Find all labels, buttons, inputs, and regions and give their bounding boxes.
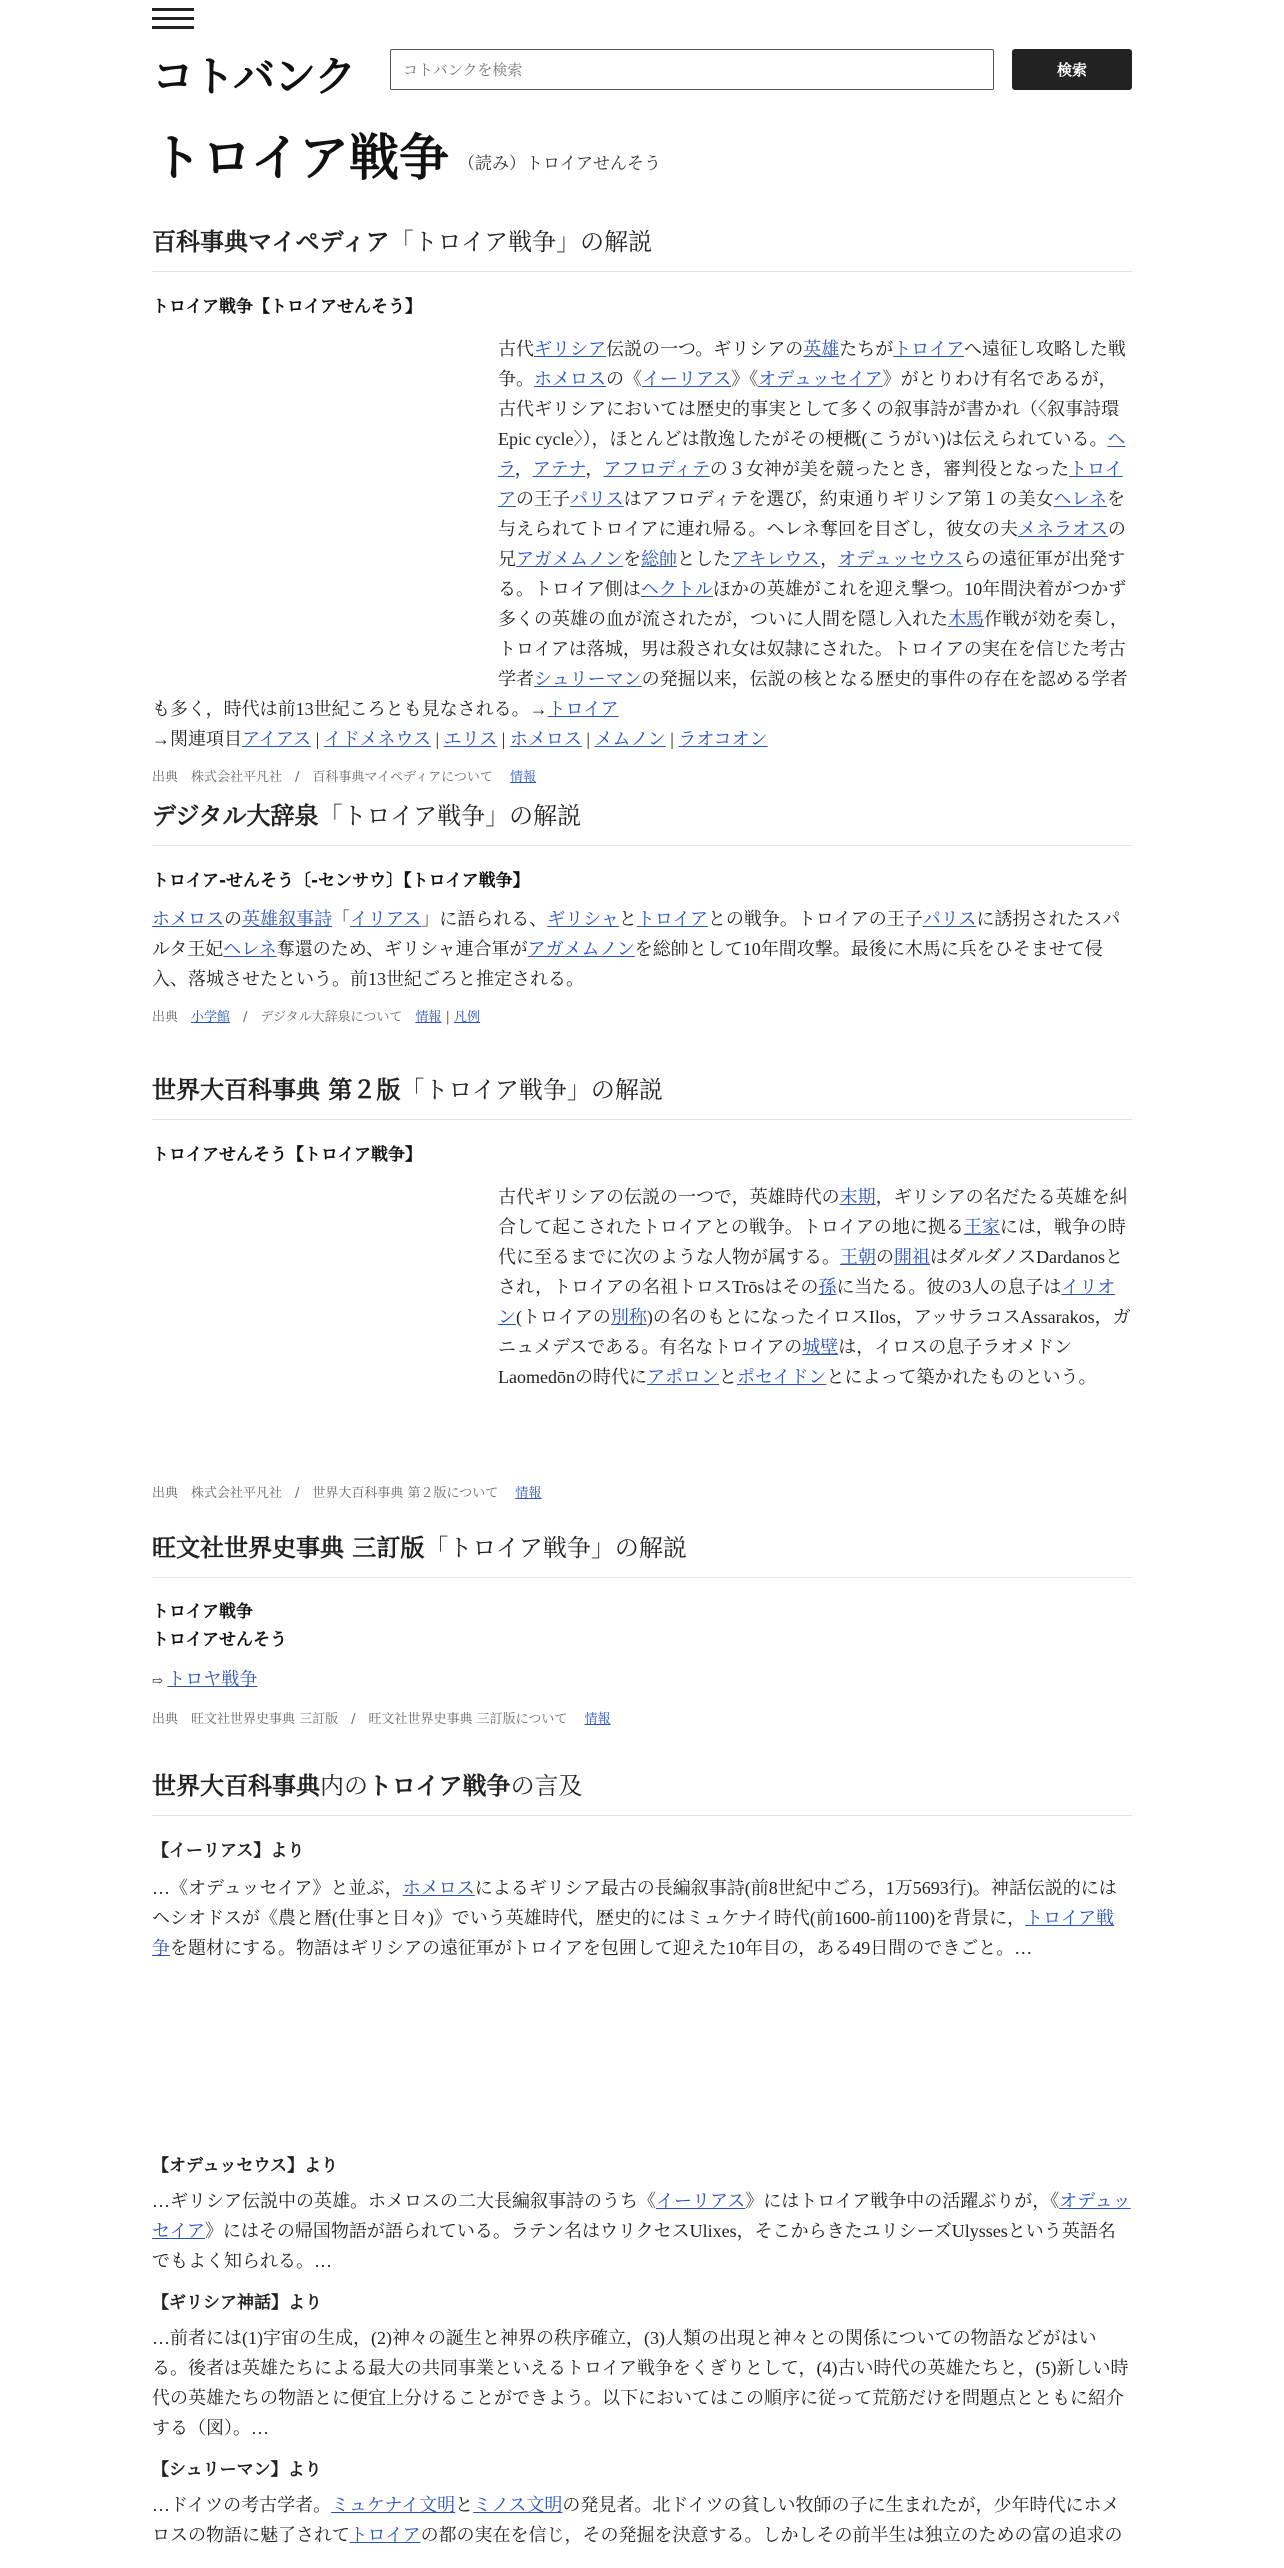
link[interactable]: ヘクトル <box>640 579 713 599</box>
ad-space <box>152 1182 498 1442</box>
entry-term: トロイア戦争【トロイアせんそう】 <box>152 297 422 317</box>
related-link[interactable]: エリス <box>443 729 498 749</box>
link[interactable]: 英雄 <box>803 339 840 359</box>
source-text: / デジタル大辞泉について <box>230 1010 416 1025</box>
ad-space <box>152 334 498 684</box>
link[interactable]: 末期 <box>839 1187 876 1207</box>
entry-term-reading: トロイアせんそう <box>152 1630 287 1650</box>
see-link[interactable]: トロヤ戦争 <box>167 1669 258 1689</box>
link[interactable]: ギリシア <box>534 339 606 359</box>
section-heading <box>152 222 1132 272</box>
source-info-link[interactable]: 情報 <box>515 1486 542 1501</box>
link[interactable]: トロイア <box>893 339 964 359</box>
source-line <box>152 1482 1132 1501</box>
link[interactable]: 城壁 <box>802 1337 839 1357</box>
source-info-link[interactable]: 情報 <box>415 1010 442 1025</box>
link[interactable]: アテナ <box>532 459 586 479</box>
source-line <box>152 766 1132 785</box>
mentions-mid: 内の <box>320 1772 368 1800</box>
search-button[interactable]: 検索 <box>1012 49 1132 90</box>
mentions-term: トロイア戦争 <box>368 1772 511 1800</box>
dict-name: 世界大百科事典 第２版 <box>152 1076 401 1104</box>
link[interactable]: アガメムノン <box>516 549 624 569</box>
mention-text: …《オデュッセイア》と並ぶ，ホメロスによるギリシア最古の長編叙事詩(前8世紀中ごろ，1万5693行)。神話伝説的にはヘシオドスが《農と暦(仕事と日々)》でいう英雄時代，歴史的にはミュケナイ時代(前1600‐前1100)を背景に，トロイア戦争を題材にする。物語はギリシアの遠征軍がトロイアを包囲して迎えた10年目の，ある49日間のできごと。… <box>152 1878 1117 1958</box>
see-icon: ⇨ <box>152 1673 163 1688</box>
link[interactable]: オデュッセイア <box>152 2191 1131 2241</box>
link[interactable]: 開祖 <box>894 1247 930 1267</box>
entry-term-main: トロイア戦争 <box>152 1602 253 1622</box>
link[interactable]: ホメロス <box>534 369 606 389</box>
entry-body <box>152 1182 1132 1452</box>
link[interactable]: オデュッセウス <box>838 549 964 569</box>
link[interactable]: アキレウス <box>731 549 821 569</box>
link[interactable]: ホメロス <box>152 909 224 929</box>
section-heading <box>152 1528 1132 1578</box>
link[interactable]: ギリシャ <box>547 909 619 929</box>
related-link[interactable]: アイアス <box>242 729 312 749</box>
heading-suffix: 「トロイア戦争」の解説 <box>318 802 582 830</box>
link[interactable]: 孫 <box>818 1277 837 1297</box>
mentions-dict: 世界大百科事典 <box>152 1772 320 1800</box>
link[interactable]: アポロン <box>646 1367 719 1387</box>
ad-space <box>152 1963 1132 2151</box>
link[interactable]: ミノス文明 <box>473 2495 563 2515</box>
source-notes-link[interactable]: 凡例 <box>454 1010 481 1025</box>
mention-label[interactable]: 【シュリーマン】より <box>152 2460 322 2480</box>
link[interactable]: ポセイドン <box>736 1367 827 1387</box>
mentions-heading <box>152 1766 1132 1816</box>
dict-name: デジタル大辞泉 <box>152 802 319 830</box>
link[interactable]: トロイア <box>636 909 708 929</box>
link[interactable]: 別称 <box>610 1307 647 1327</box>
entry-body: ホメロスの英雄叙事詩「イリアス」に語られる、ギリシャとトロイアとの戦争。トロイアの王子パリスに誘拐されたスパルタ王妃ヘレネ奪還のため、ギリシャ連合軍がアガメムノンを総帥として10年間攻撃。最後に木馬に兵をひそませて侵入、落城させたという。前13世紀ごろと推定される。 <box>152 909 1121 989</box>
mention-label[interactable]: 【イーリアス】より <box>152 1841 305 1861</box>
section-mypedia <box>152 222 1132 785</box>
section-heading <box>152 1070 1132 1120</box>
link[interactable]: シュリーマン <box>534 669 642 689</box>
link[interactable]: アガメムノン <box>527 939 635 959</box>
mention-text: …ドイツの考古学者。ミュケナイ文明とミノス文明の発見者。北ドイツの貧しい牧師の子に生まれたが，少年時代にホメロスの物語に魅了されてトロイアの都の実在を信じ，その発掘を決意する。しかしその前半生は独立のための富の追求の <box>152 2495 1123 2545</box>
menu-icon[interactable] <box>152 8 194 30</box>
entry-term: トロイア-せんそう〔-センサウ〕【トロイア戦争】 <box>152 871 530 891</box>
link[interactable]: ヘラ <box>498 429 1126 479</box>
entry-term: トロイアせんそう【トロイア戦争】 <box>152 1145 422 1165</box>
link[interactable]: オデュッセイア <box>758 369 883 389</box>
source-info-link[interactable]: 情報 <box>509 770 536 785</box>
link[interactable]: 木馬 <box>948 609 984 629</box>
link[interactable]: 王家 <box>963 1217 1000 1237</box>
link[interactable]: イーリアス <box>656 2191 746 2211</box>
link[interactable]: パリス <box>570 489 624 509</box>
source-line <box>152 1708 1132 1727</box>
link[interactable]: メネラオス <box>1018 519 1108 539</box>
entry-body <box>152 1664 1132 1696</box>
mention-label[interactable]: 【ギリシア神話】より <box>152 2293 322 2313</box>
related-link[interactable]: ホメロス <box>509 729 582 749</box>
source-info-link[interactable]: 情報 <box>584 1712 611 1727</box>
link[interactable]: 総帥 <box>641 549 678 569</box>
site-logo[interactable]: コトバンク <box>152 52 356 101</box>
related-link[interactable]: ラオコオン <box>678 729 768 749</box>
mention-text: …前者には(1)宇宙の生成，(2)神々の誕生と神界の秩序確立，(3)人類の出現と神々との関係についての物語などがはいる。後者は英雄たちによる最大の共同事業といえるトロイア戦争をくぎりとして，(4)古い時代の英雄たちと，(5)新しい時代の英雄たちの物語とに便宜上分けることができよう。以下においてはこの順序に従って荒筋だけを問題点とともに紹介する（図）。… <box>152 2328 1129 2438</box>
link[interactable]: トロイア <box>349 2525 421 2545</box>
link[interactable]: イリオン <box>498 1277 1116 1327</box>
page-title: トロイア戦争 <box>152 129 449 187</box>
heading-suffix: 「トロイア戦争」の解説 <box>389 228 653 256</box>
section-mentions <box>152 1766 1132 2550</box>
link[interactable]: イーリアス <box>642 369 732 389</box>
link[interactable]: ヘレネ <box>1053 489 1107 509</box>
page-reading: （読み）トロイアせんそう <box>458 154 661 174</box>
link[interactable]: 英雄叙事詩 <box>242 909 332 929</box>
mention-label[interactable]: 【オデュッセウス】より <box>152 2156 338 2176</box>
link[interactable]: トロイア <box>547 699 619 719</box>
section-heading <box>152 796 1132 846</box>
link[interactable]: パリス <box>922 909 977 929</box>
heading-suffix: 「トロイア戦争」の解説 <box>400 1076 663 1104</box>
source-text: 出典 <box>152 1010 192 1025</box>
dict-name: 百科事典マイペディア <box>152 228 390 256</box>
dict-name: 旺文社世界史事典 三訂版 <box>152 1534 425 1562</box>
source-text: 出典 株式会社平凡社 / 世界大百科事典 第２版について <box>152 1486 512 1501</box>
link[interactable]: ミュケナイ文明 <box>331 2495 456 2515</box>
section-daijisen <box>152 796 1132 1025</box>
search-input[interactable] <box>390 49 994 90</box>
link[interactable]: イリアス <box>350 909 422 929</box>
related-link[interactable]: メムノン <box>594 729 666 749</box>
mentions-post: の言及 <box>510 1772 583 1800</box>
source-line: 出典 小学館 / デジタル大辞泉について 情報 | 凡例 <box>152 1010 481 1025</box>
link[interactable]: ヘレネ <box>223 939 277 959</box>
entry-text: 古代ギリシアの伝説の一つで，英雄時代の末期，ギリシアの名だたる英雄を糾合して起こされたトロイアとの戦争。トロイアの地に拠る王家には，戦争の時代に至るまでに次のような人物が属する。王朝の開祖はダルダノスDardanosとされ，トロイアの名祖トロスTrōsはその孫に当たる。彼の3人の息子はイリオン(トロイアの別称)の名のもとになったイロスIlos，アッサラコスAssarakos，ガニュメデスである。有名なトロイアの城壁は，イロスの息子ラオメドンLaomedōnの時代にアポロンとポセイドンとによって築かれたものという。 <box>498 1187 1131 1387</box>
link[interactable]: トロイア <box>498 459 1123 509</box>
source-text: 出典 旺文社世界史事典 三訂版 / 旺文社世界史事典 三訂版について <box>152 1712 581 1727</box>
section-sekai-daihyakka <box>152 1070 1132 1501</box>
source-text: 出典 株式会社平凡社 / 百科事典マイペディアについて <box>152 770 506 785</box>
link[interactable]: トロイア戦争 <box>152 1908 1115 1958</box>
publisher-link[interactable]: 小学館 <box>191 1010 231 1025</box>
link[interactable]: ホメロス <box>402 1878 475 1898</box>
related-items: →関連項目アイアス | イドメネウス | エリス | ホメロス | メムノン | ラオコオン <box>152 729 768 749</box>
entry-term <box>152 1598 1132 1654</box>
heading-suffix: 「トロイア戦争」の解説 <box>424 1534 687 1562</box>
link[interactable]: 王朝 <box>840 1247 876 1267</box>
related-link[interactable]: イドメネウス <box>323 729 432 749</box>
link[interactable]: アフロディテ <box>603 459 710 479</box>
related-label: →関連項目 <box>152 729 242 749</box>
section-obunsha <box>152 1528 1132 1727</box>
entry-body <box>152 334 1132 754</box>
mention-text: …ギリシア伝説中の英雄。ホメロスの二大長編叙事詩のうち《イーリアス》にはトロイア戦争中の活躍ぶりが，《オデュッセイア》にはその帰国物語が語られている。ラテン名はウリクセスUlixes，そこからきたユリシーズUlyssesという英語名でもよく知られる。… <box>152 2191 1131 2271</box>
entry-text: 古代ギリシア伝説の一つ。ギリシアの英雄たちがトロイアへ遠征し攻略した戦争。ホメロスの《イーリアス》《オデュッセイア》がとりわけ有名であるが，古代ギリシアにおいては歴史的事実として多くの叙事詩が書かれ（〈叙事詩環Epic cycle〉），ほとんどは散逸したがその梗概(こうがい)は伝えられている。ヘラ，アテナ，アフロディテの３女神が美を競ったとき，審判役となったトロイアの王子パリスはアフロディテを選び，約束通りギリシア第１の美女ヘレネを与えられてトロイアに連れ帰る。ヘレネ奪回を目ざし，彼女の夫メネラオスの兄アガメムノンを総帥としたアキレウス，オデュッセウスらの遠征軍が出発する。トロイア側はヘクトルほかの英雄がこれを迎え撃つ。10年間決着がつかず多くの英雄の血が流されたが，ついに人間を隠し入れた木馬作戦が効を奏し，トロイアは落城，男は殺され女は奴隷にされた。トロイアの実在を信じた考古学者シュリーマンの発掘以来，伝説の核となる歴史的事件の存在を認める学者も多く，時代は前13世紀ころとも見なされる。→トロイア <box>152 339 1128 719</box>
